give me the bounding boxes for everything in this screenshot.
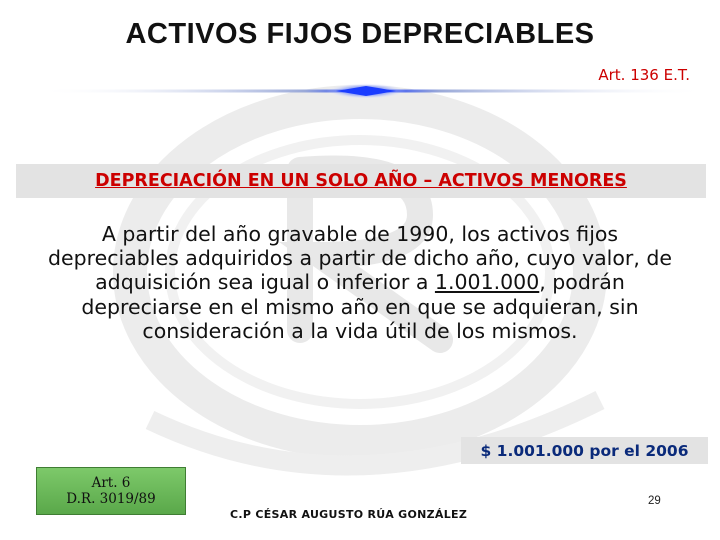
decree-article: Art. 6	[91, 475, 131, 491]
body-amount-underlined: 1.001.000	[434, 270, 540, 295]
body-paragraph	[40, 222, 680, 343]
amount-note: $ 1.001.000 por el 2006	[480, 441, 689, 460]
section-banner	[16, 164, 706, 198]
decorative-rule	[36, 82, 708, 100]
body-text-start: A partir del año gravable de 1990, los activos fijos depreciables adquiridos a partir de dicho año, cuyo valor, de adquisición sea igual o inferior a	[48, 222, 672, 295]
decree-reference-box	[36, 467, 186, 515]
decree-number: D.R. 3019/89	[66, 491, 156, 507]
page-number: 29	[648, 495, 661, 507]
amount-note-box	[461, 437, 708, 464]
body-text-end: , podrán depreciarse en el mismo año en que se adquieran, sin consideración a la vida útil de los mismos.	[81, 270, 639, 343]
slide-title: ACTIVOS FIJOS DEPRECIABLES	[125, 18, 595, 50]
article-reference: Art. 136 E.T.	[598, 66, 690, 84]
banner-heading: DEPRECIACIÓN EN UN SOLO AÑO – ACTIVOS MENORES	[95, 171, 627, 191]
author-name: C.P CÉSAR AUGUSTO RÚA GONZÁLEZ	[230, 508, 468, 521]
